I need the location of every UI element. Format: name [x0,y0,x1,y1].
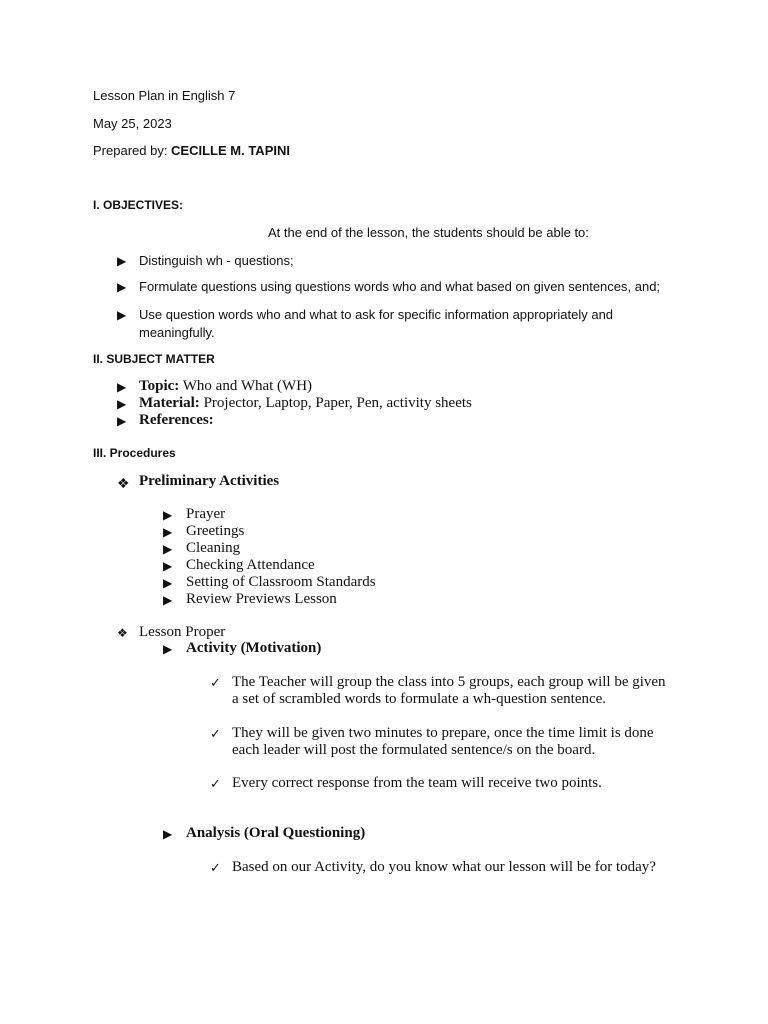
procedures-heading: III. Procedures [93,446,176,460]
activity-item: Every correct response from the team will receive two points. [232,775,602,791]
prepared-by [93,143,290,158]
four-diamond-bullet-icon: ❖ [117,626,128,640]
objectives-heading: I. OBJECTIVES: [93,198,184,212]
subject-matter-heading: II. SUBJECT MATTER [93,352,215,366]
activity-title: Activity (Motivation) [186,640,322,656]
checkmark-bullet-icon: ✓ [210,776,221,791]
objective-item: Distinguish wh - questions; [139,253,294,268]
checkmark-bullet-icon: ✓ [210,675,221,690]
subject-item-label: References: [139,412,214,428]
triangle-bullet-icon: ▶ [117,397,127,411]
checkmark-bullet-icon: ✓ [210,726,221,741]
objective-item: Formulate questions using questions words who and what based on given sentences, and; [139,279,661,294]
analysis-item: Based on our Activity, do you know what our lesson will be for today? [232,859,656,875]
document-title: Lesson Plan in English 7 [93,88,236,103]
preliminary-item: Cleaning [186,540,241,556]
triangle-bullet-icon: ▶ [163,642,173,656]
preliminary-item: Checking Attendance [186,557,315,573]
triangle-bullet-icon: ▶ [163,542,173,556]
objectives-intro: At the end of the lesson, the students should be able to: [268,225,589,240]
subject-item-value: Projector, Laptop, Paper, Pen, activity sheets [199,395,472,411]
triangle-bullet-icon: ▶ [163,559,173,573]
activity-item: The Teacher will group the class into 5 groups, each group will be given a set of scrambled words to formulate a wh-question sentence. [232,674,666,707]
subject-item-label: Topic: [139,378,180,394]
prepared-by-name: CECILLE M. TAPINI [171,143,290,158]
preliminary-activities-title: Preliminary Activities [139,473,280,489]
subject-item-topic [139,378,312,395]
lesson-proper-title: Lesson Proper [139,624,226,640]
document-date: May 25, 2023 [93,116,172,131]
triangle-bullet-icon: ▶ [163,593,173,607]
activity-item: They will be given two minutes to prepare, once the time limit is done each leader will post the formulated sentence/s on the board. [232,725,654,758]
triangle-bullet-icon: ▶ [117,254,127,268]
triangle-bullet-icon: ▶ [163,525,173,539]
triangle-bullet-icon: ▶ [163,827,173,841]
subject-item-references [139,412,214,429]
preliminary-item: Greetings [186,523,245,539]
subject-item-material [139,395,472,412]
prepared-by-label: Prepared by: [93,143,172,158]
objective-item: Use question words who and what to ask for specific information appropriately and meaningfully. [139,307,614,340]
triangle-bullet-icon: ▶ [117,380,127,394]
four-diamond-bullet-icon: ❖ [117,475,130,491]
subject-item-value: Who and What (WH) [179,378,313,394]
triangle-bullet-icon: ▶ [117,414,127,428]
triangle-bullet-icon: ▶ [117,308,127,322]
preliminary-item: Setting of Classroom Standards [186,574,376,590]
analysis-title: Analysis (Oral Questioning) [186,825,366,841]
checkmark-bullet-icon: ✓ [210,860,221,875]
triangle-bullet-icon: ▶ [163,576,173,590]
triangle-bullet-icon: ▶ [163,508,173,522]
subject-item-label: Material: [139,395,200,411]
preliminary-item: Review Previews Lesson [186,591,337,607]
triangle-bullet-icon: ▶ [117,280,127,294]
preliminary-item: Prayer [186,506,226,522]
